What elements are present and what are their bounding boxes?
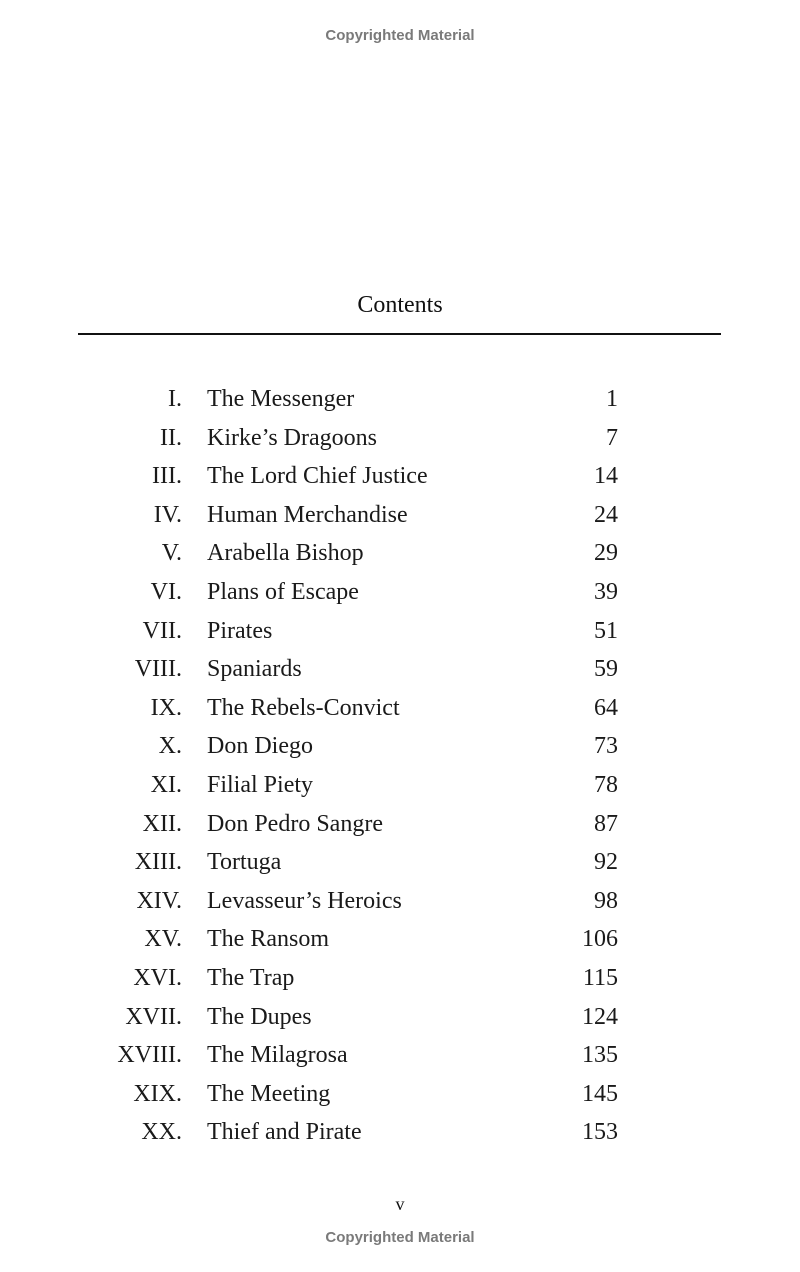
toc-entry[interactable]	[0, 380, 800, 418]
page-number: 92	[594, 849, 618, 876]
toc-entry[interactable]	[0, 496, 800, 534]
toc-entry[interactable]	[0, 689, 800, 727]
chapter-numeral: I.	[168, 386, 182, 412]
chapter-title: Arabella Bishop	[207, 540, 364, 567]
page-number: 78	[594, 772, 618, 798]
page-number: 135	[582, 1042, 618, 1069]
chapter-title: Levasseur’s Heroics	[207, 887, 402, 914]
toc-entry[interactable]	[0, 534, 800, 572]
chapter-title: Plans of Escape	[207, 579, 359, 605]
copyright-watermark-top: Copyrighted Material	[325, 27, 475, 44]
page-title: Contents	[357, 292, 443, 318]
chapter-title: The Rebels-Convict	[207, 694, 400, 721]
chapter-numeral: XVI.	[133, 965, 182, 991]
toc-entry[interactable]	[0, 959, 800, 997]
page-number: 1	[606, 386, 618, 412]
page-number: 64	[594, 694, 618, 721]
chapter-numeral: IX.	[150, 694, 182, 721]
page-number: 73	[594, 733, 618, 760]
chapter-numeral: VI.	[150, 579, 182, 605]
chapter-title: The Milagrosa	[207, 1042, 348, 1069]
toc-entry[interactable]	[0, 612, 800, 650]
chapter-title: The Lord Chief Justice	[207, 463, 428, 490]
chapter-title: The Ransom	[207, 926, 329, 953]
chapter-title: Don Pedro Sangre	[207, 810, 383, 837]
page-number: 7	[606, 424, 618, 451]
chapter-title: The Dupes	[207, 1003, 312, 1030]
toc-entry[interactable]	[0, 727, 800, 765]
chapter-numeral: XVIII.	[117, 1042, 182, 1069]
chapter-title: Pirates	[207, 617, 273, 644]
page-number: 106	[582, 926, 618, 953]
chapter-numeral: XIII.	[134, 849, 182, 876]
page-number: 14	[594, 463, 618, 490]
page-number: 39	[594, 579, 618, 605]
chapter-title: Thief and Pirate	[207, 1119, 362, 1146]
toc-entry[interactable]	[0, 998, 800, 1036]
chapter-title: Tortuga	[207, 849, 282, 876]
toc-entry[interactable]	[0, 1075, 800, 1113]
chapter-title: Kirke’s Dragoons	[207, 424, 377, 451]
chapter-title: Human Merchandise	[207, 501, 408, 528]
page-number: 87	[594, 810, 618, 837]
chapter-title: Spaniards	[207, 656, 302, 683]
chapter-numeral: VII.	[142, 617, 182, 644]
page-number: 145	[582, 1080, 618, 1107]
toc-entry[interactable]	[0, 650, 800, 688]
page-number: 24	[594, 501, 618, 528]
chapter-title: The Messenger	[207, 386, 355, 412]
chapter-numeral: XVII.	[125, 1003, 182, 1030]
chapter-title: The Trap	[207, 965, 295, 991]
toc-entry[interactable]	[0, 573, 800, 611]
chapter-numeral: V.	[161, 540, 182, 567]
page-number: 153	[582, 1119, 618, 1146]
chapter-numeral: XX.	[141, 1119, 182, 1146]
toc-entry[interactable]	[0, 882, 800, 920]
copyright-watermark-bottom: Copyrighted Material	[325, 1229, 475, 1246]
toc-entry[interactable]	[0, 920, 800, 958]
chapter-title: Don Diego	[207, 733, 313, 760]
toc-entry[interactable]	[0, 1113, 800, 1151]
toc-entry[interactable]	[0, 843, 800, 881]
chapter-numeral: IV.	[153, 501, 182, 528]
page-number: 51	[594, 617, 618, 644]
page-number: 29	[594, 540, 618, 567]
chapter-numeral: XIX.	[133, 1080, 182, 1107]
chapter-numeral: III.	[152, 463, 182, 490]
chapter-numeral: XIV.	[136, 887, 182, 914]
page-number: 124	[582, 1003, 618, 1030]
chapter-numeral: XII.	[142, 810, 182, 837]
chapter-numeral: XI.	[150, 772, 182, 798]
toc-entry[interactable]	[0, 1036, 800, 1074]
chapter-numeral: XV.	[144, 926, 182, 953]
page-number: 115	[582, 965, 618, 991]
toc-entry[interactable]	[0, 805, 800, 843]
chapter-numeral: II.	[160, 424, 182, 451]
page-folio: v	[395, 1194, 405, 1214]
toc-entry[interactable]	[0, 457, 800, 495]
title-rule-divider	[78, 333, 721, 335]
chapter-title: Filial Piety	[207, 772, 314, 798]
chapter-title: The Meeting	[207, 1080, 331, 1107]
chapter-numeral: X.	[158, 733, 182, 760]
page-number: 98	[594, 887, 618, 914]
page-number: 59	[594, 656, 618, 683]
chapter-numeral: VIII.	[134, 656, 182, 683]
toc-entry[interactable]	[0, 419, 800, 457]
toc-entry[interactable]	[0, 766, 800, 804]
